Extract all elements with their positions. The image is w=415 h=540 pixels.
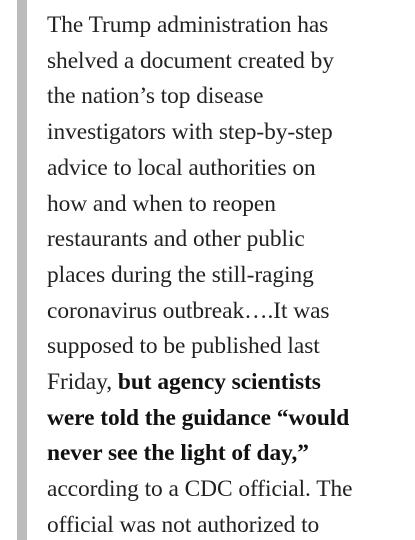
quote-line-11-bold: but agency scientists	[117, 369, 321, 396]
quote-line-7: restaurants and other public	[47, 226, 305, 253]
quote-line-1: The Trump administration has	[47, 12, 329, 38]
quote-line-15: official was not authorized to	[47, 511, 320, 538]
quote-line-11	[47, 365, 409, 401]
quote-line-9: coronavirus outbreak….It was	[47, 297, 330, 324]
quote-line-12: were told the guidance “would	[47, 404, 350, 431]
quote-line-8: places during the still-raging	[47, 261, 314, 288]
quote-line-2: shelved a document created by	[47, 47, 334, 74]
quote-line-6: how and when to reopen	[47, 190, 276, 217]
quote-line-5: advice to local authorities on	[47, 154, 316, 181]
quote-line-4: investigators with step-by-step	[47, 119, 333, 146]
quote-line-11-normal: Friday,	[47, 369, 118, 396]
quote-bar	[17, 0, 27, 540]
quote-line-13: never see the light of day,”	[47, 440, 309, 467]
quote-paragraph	[47, 8, 409, 540]
quote-line-10: supposed to be published last	[47, 333, 320, 360]
quote-line-14: according to a CDC official. The	[47, 476, 353, 503]
quote-line-3: the nation’s top disease	[47, 83, 264, 110]
